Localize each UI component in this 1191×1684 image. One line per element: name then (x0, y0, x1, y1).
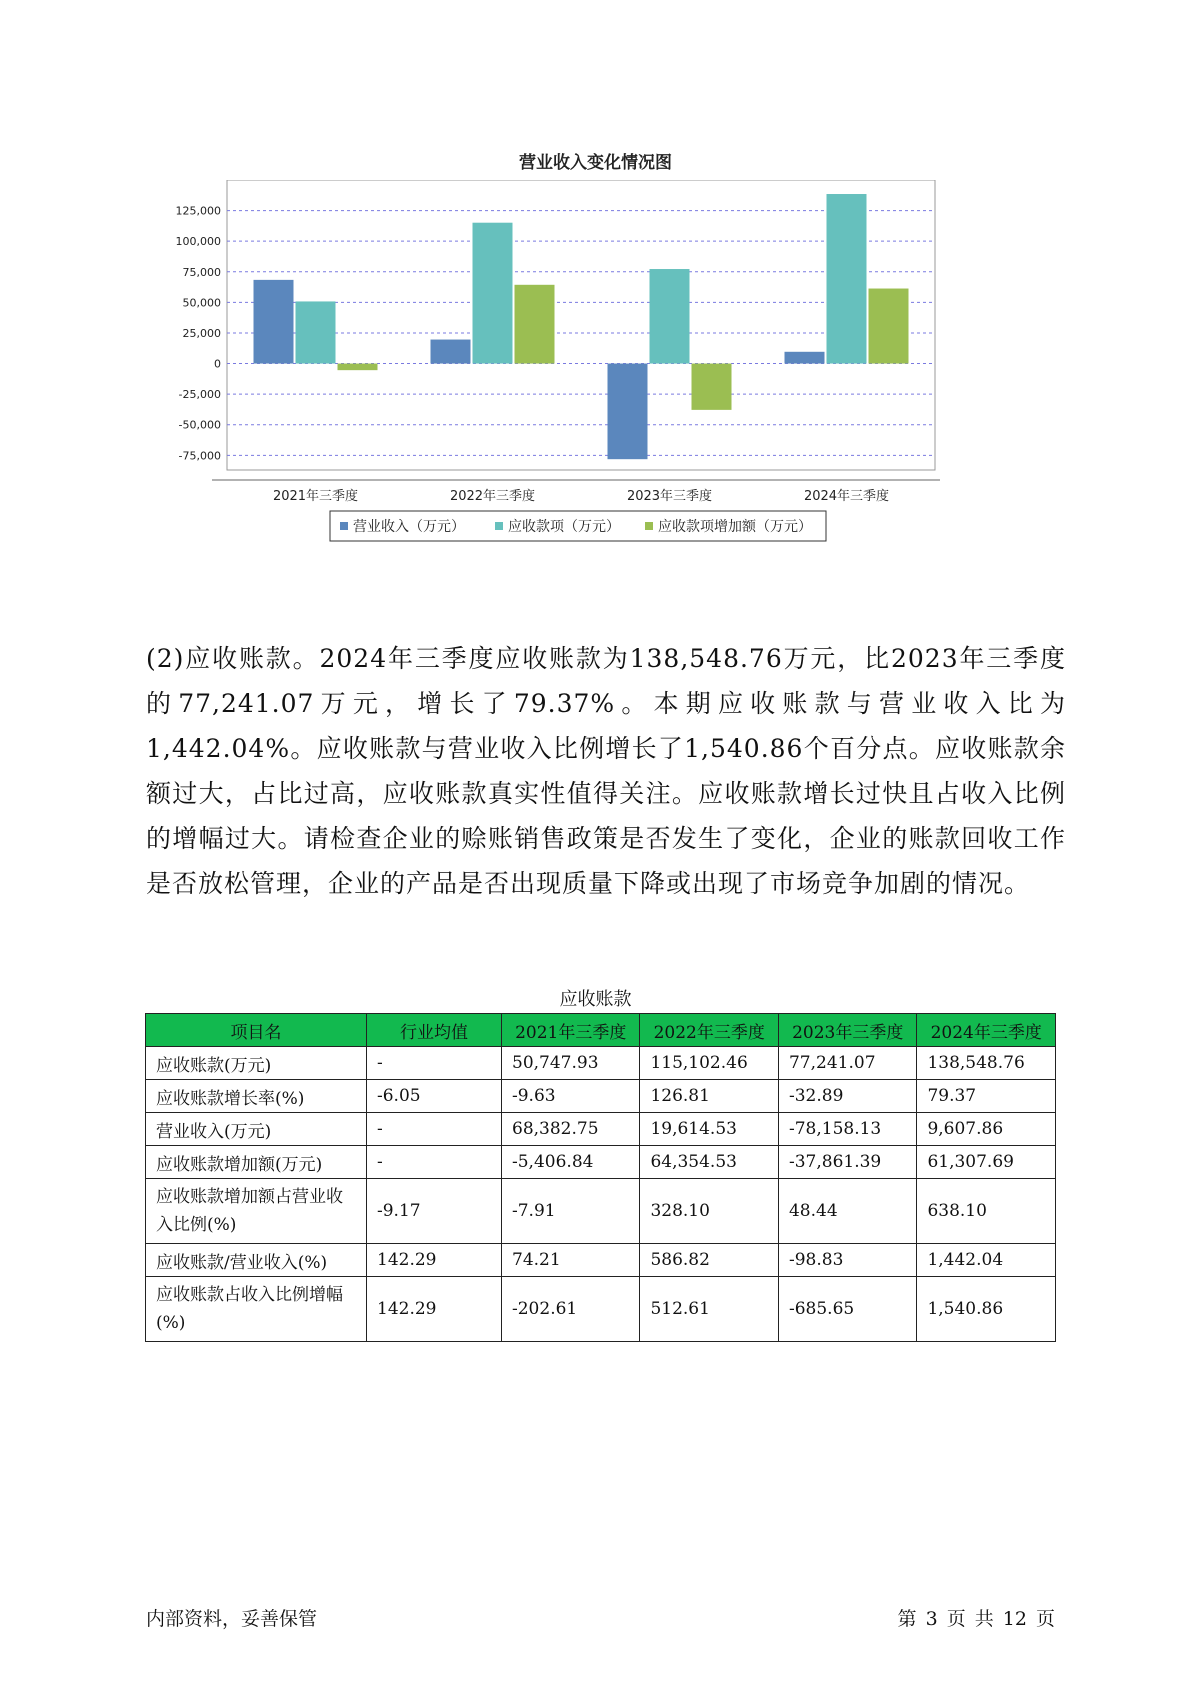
value-cell: - (367, 1146, 502, 1179)
row-label-cell: 应收账款/营业收入(%) (146, 1244, 367, 1277)
table-row (146, 1080, 1056, 1113)
y-tick-label: 0 (214, 357, 221, 371)
receivables-analysis-paragraph: (2)应收账款。2024年三季度应收账款为138,548.76万元，比2023年三季度的77,241.07万元，增长了79.37%。本期应收账款与营业收入比为1,442.04%。应收账款与营业收入比例增长了1,540.86个百分点。应收账款余额过大，占比过高，应收账款真实性值得关注。应收账款增长过快且占收入比例的增幅过大。请检查企业的赊账销售政策是否发生了变化，企业的账款回收工作是否放松管理，企业的产品是否出现质量下降或出现了市场竞争加剧的情况。 (146, 644, 1066, 898)
table-row (146, 1113, 1056, 1146)
y-tick-label: 75,000 (182, 265, 221, 279)
value-cell: 68,382.75 (502, 1113, 640, 1146)
x-tick-label: 2021年三季度 (272, 489, 359, 504)
value-cell: 1,442.04 (917, 1244, 1056, 1277)
y-tick-label: 50,000 (182, 296, 221, 310)
legend-swatch (340, 522, 348, 530)
value-cell: -6.05 (367, 1080, 502, 1113)
value-cell: 1,540.86 (917, 1277, 1056, 1342)
table-caption: 应收账款 (559, 989, 632, 1010)
legend-label: 应收款项增加额（万元） (658, 519, 812, 535)
value-cell: -7.91 (502, 1179, 640, 1244)
table-row (146, 1277, 1056, 1342)
value-cell: 19,614.53 (640, 1113, 779, 1146)
bar (254, 280, 294, 364)
row-label-cell: 应收账款增长率(%) (146, 1080, 367, 1113)
value-cell: -37,861.39 (778, 1146, 916, 1179)
y-tick-label: -50,000 (178, 418, 221, 432)
bar (473, 223, 513, 364)
value-cell: 48.44 (778, 1179, 916, 1244)
value-cell: 115,102.46 (640, 1047, 779, 1080)
value-cell: 512.61 (640, 1277, 779, 1342)
value-cell: -9.17 (367, 1179, 502, 1244)
y-tick-label: 25,000 (182, 326, 221, 340)
value-cell: -78,158.13 (778, 1113, 916, 1146)
row-label-cell: 营业收入(万元) (146, 1113, 367, 1146)
bar (785, 352, 825, 364)
bar (431, 340, 471, 364)
value-cell: 142.29 (367, 1244, 502, 1277)
table-row (146, 1146, 1056, 1179)
value-cell: - (367, 1113, 502, 1146)
bar (869, 289, 909, 364)
value-cell: 638.10 (917, 1179, 1056, 1244)
y-tick-label: -75,000 (178, 449, 221, 463)
bar (338, 364, 378, 371)
header-cell: 项目名 (146, 1014, 367, 1047)
legend-label: 营业收入（万元） (353, 519, 465, 535)
revenue-bar-chart (150, 180, 1030, 600)
legend-swatch (495, 522, 503, 530)
value-cell: 328.10 (640, 1179, 779, 1244)
receivables-table (145, 1013, 1056, 1342)
bar (650, 269, 690, 364)
header-cell: 行业均值 (367, 1014, 502, 1047)
value-cell: -98.83 (778, 1244, 916, 1277)
row-label-cell: 应收账款(万元) (146, 1047, 367, 1080)
table-row (146, 1179, 1056, 1244)
bar (515, 285, 555, 364)
y-tick-label: 100,000 (175, 235, 221, 249)
value-cell: -5,406.84 (502, 1146, 640, 1179)
value-cell: 9,607.86 (917, 1113, 1056, 1146)
header-cell: 2024年三季度 (917, 1014, 1056, 1047)
value-cell: -202.61 (502, 1277, 640, 1342)
chart-title: 营业收入变化情况图 (519, 153, 672, 173)
y-tick-label: 125,000 (175, 204, 221, 218)
value-cell: 138,548.76 (917, 1047, 1056, 1080)
x-tick-label: 2022年三季度 (449, 489, 536, 504)
value-cell: - (367, 1047, 502, 1080)
row-label-cell: 应收账款增加额占营业收入比例(%) (146, 1179, 367, 1244)
value-cell: -32.89 (778, 1080, 916, 1113)
bar (827, 194, 867, 364)
value-cell: 64,354.53 (640, 1146, 779, 1179)
value-cell: 50,747.93 (502, 1047, 640, 1080)
value-cell: 61,307.69 (917, 1146, 1056, 1179)
bar (296, 301, 336, 363)
header-cell: 2022年三季度 (640, 1014, 779, 1047)
value-cell: 74.21 (502, 1244, 640, 1277)
footer-confidential-note: 内部资料，妥善保管 (146, 1608, 318, 1630)
value-cell: 142.29 (367, 1277, 502, 1342)
header-cell: 2023年三季度 (778, 1014, 916, 1047)
table-header-row (146, 1014, 1056, 1047)
value-cell: -9.63 (502, 1080, 640, 1113)
value-cell: 77,241.07 (778, 1047, 916, 1080)
row-label-cell: 应收账款增加额(万元) (146, 1146, 367, 1179)
table-row (146, 1047, 1056, 1080)
x-tick-label: 2024年三季度 (803, 489, 890, 504)
value-cell: 586.82 (640, 1244, 779, 1277)
value-cell: 126.81 (640, 1080, 779, 1113)
row-label-cell: 应收账款占收入比例增幅(%) (146, 1277, 367, 1342)
y-tick-label: -25,000 (178, 388, 221, 402)
legend-swatch (645, 522, 653, 530)
bar (608, 364, 648, 460)
value-cell: 79.37 (917, 1080, 1056, 1113)
x-tick-label: 2023年三季度 (626, 489, 713, 504)
legend-label: 应收款项（万元） (508, 519, 620, 535)
value-cell: -685.65 (778, 1277, 916, 1342)
header-cell: 2021年三季度 (502, 1014, 640, 1047)
table-row (146, 1244, 1056, 1277)
footer-page-number: 第 3 页 共 12 页 (897, 1608, 1055, 1630)
bar (692, 364, 732, 410)
